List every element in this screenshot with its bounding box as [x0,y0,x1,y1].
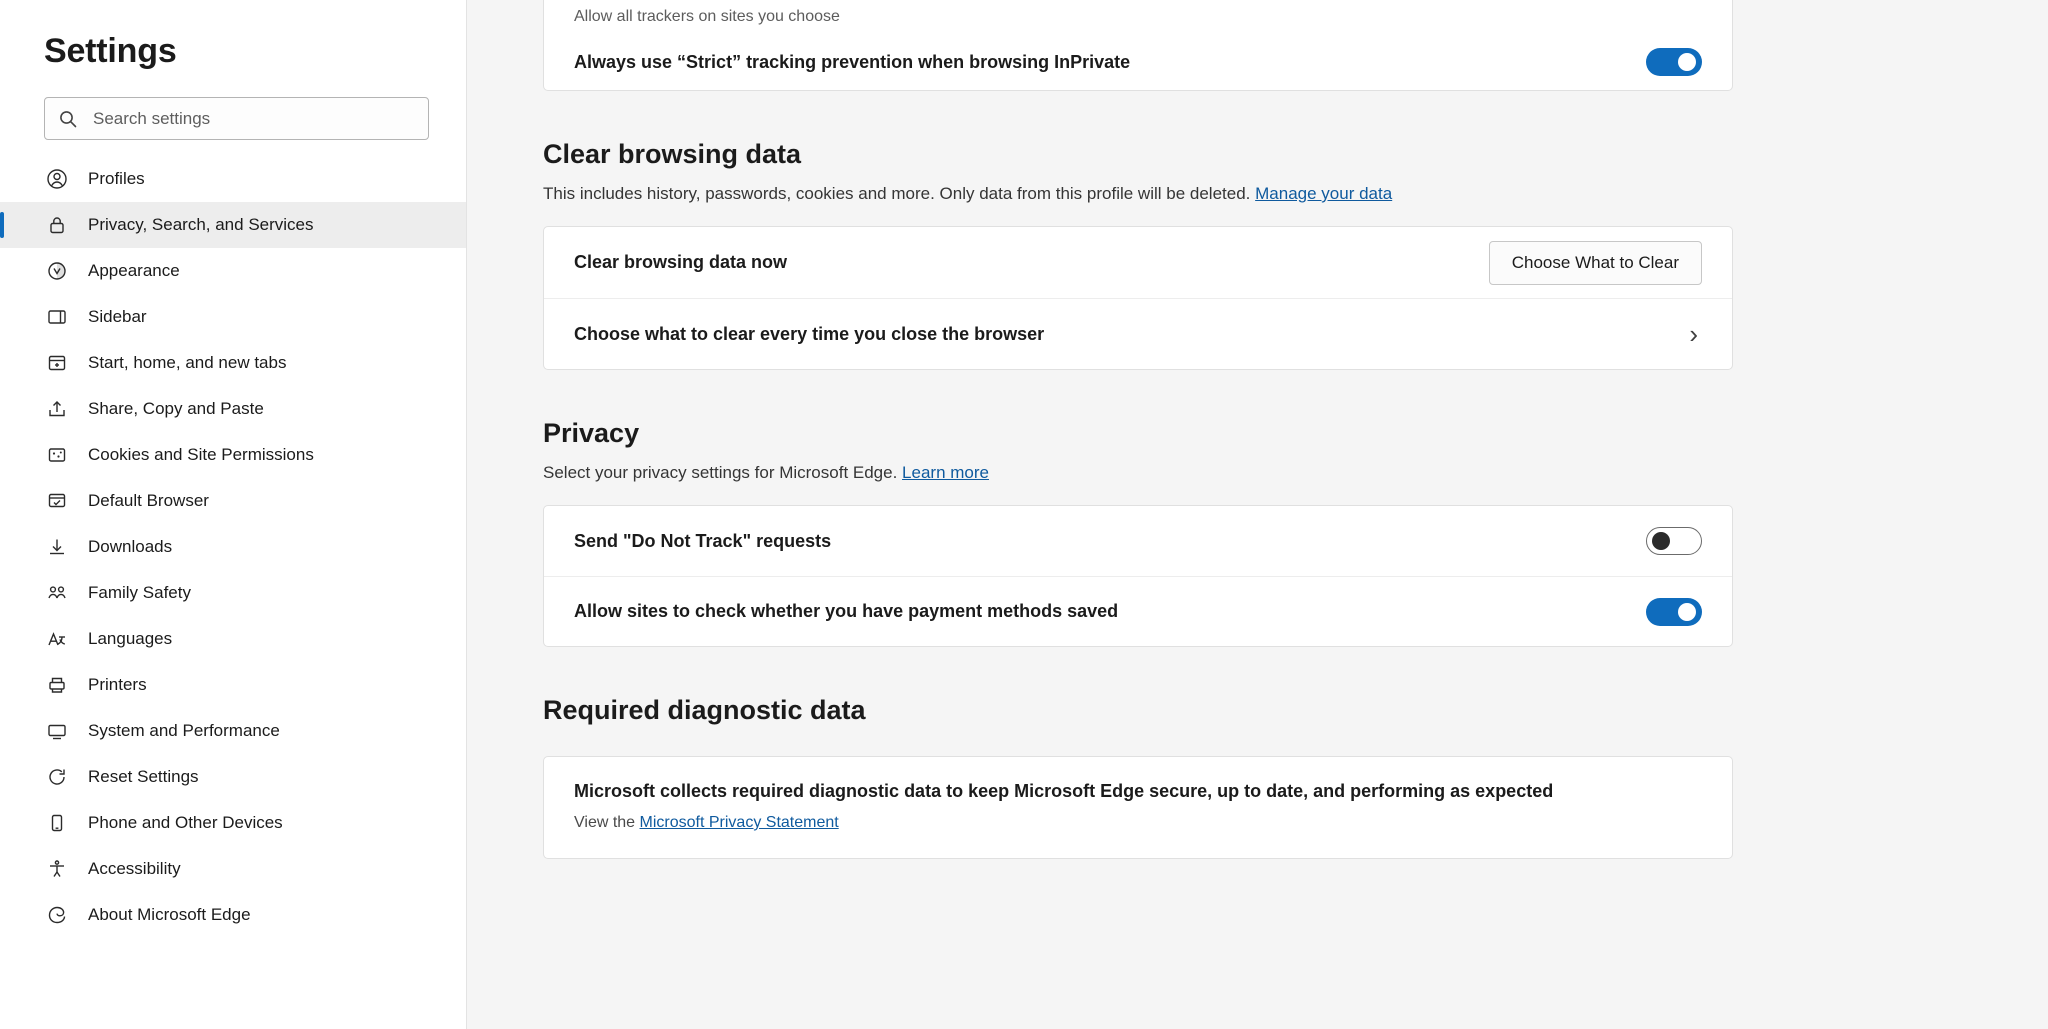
required-diagnostic-data-heading: Required diagnostic data [543,695,866,725]
inprivate-strict-label: Always use “Strict” tracking prevention when browsing InPrivate [574,51,1131,72]
privacy-card [543,505,1733,647]
sidebar-item-label: System and Performance [88,721,280,740]
search-icon [57,108,79,130]
tracking-prevention-card [543,0,1733,91]
search-settings-box[interactable] [44,97,429,140]
languages-icon [44,626,70,652]
tracking-partial-text-row [544,0,1732,34]
sidebar-item-family-safety[interactable] [0,570,466,616]
sidebar-item-label: Accessibility [88,859,181,878]
sidebar-item-label: Phone and Other Devices [88,813,283,832]
appearance-icon [44,258,70,284]
clear-browsing-data-now-label: Clear browsing data now [574,252,788,272]
sidebar-item-default-browser[interactable] [0,478,466,524]
share-icon [44,396,70,422]
sidebar-item-profiles[interactable] [0,156,466,202]
system-performance-icon [44,718,70,744]
settings-content [467,0,2048,1029]
sidebar-item-label: Profiles [88,169,145,188]
sidebar-item-label: Default Browser [88,491,209,510]
sidebar-item-label: Start, home, and new tabs [88,353,287,372]
diagnostic-subtext-prefix: View the [574,814,636,831]
clear-on-close-label: Choose what to clear every time you close the browser [574,323,1045,344]
sidebar-item-label: Appearance [88,261,180,280]
sidebar-item-label: Privacy, Search, and Services [88,215,314,234]
sidebar-item-cookies-site-permissions[interactable] [0,432,466,478]
clear-on-close-row[interactable] [544,298,1732,369]
download-icon [44,534,70,560]
default-browser-icon [44,488,70,514]
privacy-description [543,463,2048,483]
privacy-description-text: Select your privacy settings for Microsoft Edge. [543,463,898,482]
inprivate-strict-row [544,34,1732,90]
do-not-track-row [544,506,1732,576]
required-diagnostic-data-card [543,756,1733,859]
printer-icon [44,672,70,698]
clear-browsing-data-heading: Clear browsing data [543,139,802,169]
inprivate-strict-toggle[interactable] [1646,48,1702,76]
sidebar-item-label: Sidebar [88,307,147,326]
sidebar-item-label: Languages [88,629,173,648]
payment-methods-row [544,576,1732,646]
sidebar-item-about-microsoft-edge[interactable] [0,892,466,938]
clear-browsing-data-description-text: This includes history, passwords, cookies and more. Only data from this profile will be deleted. [543,184,1251,203]
sidebar-item-phone-other-devices[interactable] [0,800,466,846]
sidebar-item-reset-settings[interactable] [0,754,466,800]
payment-methods-toggle[interactable] [1646,598,1702,626]
sidebar-item-downloads[interactable] [0,524,466,570]
payment-methods-label: Allow sites to check whether you have payment methods saved [574,601,1119,621]
clear-browsing-data-description [543,184,2048,204]
toggle-knob [1678,53,1696,71]
manage-your-data-link[interactable]: Manage your data [1255,184,1393,203]
cookies-icon [44,442,70,468]
tracking-partial-text: Allow all trackers on sites you choose [574,8,840,25]
sidebar-item-label: Share, Copy and Paste [88,399,264,418]
profile-icon [44,166,70,192]
do-not-track-toggle[interactable] [1646,527,1702,555]
family-safety-icon [44,580,70,606]
sidebar-item-privacy-search-services[interactable] [0,202,466,248]
sidebar-item-share-copy-paste[interactable] [0,386,466,432]
sidebar-item-system-performance[interactable] [0,708,466,754]
sidebar-nav [0,156,466,938]
privacy-heading: Privacy [543,418,640,448]
sidebar-item-label: About Microsoft Edge [88,905,251,924]
privacy-learn-more-link[interactable]: Learn more [902,463,989,482]
sidebar [0,0,467,1029]
sidebar-item-accessibility[interactable] [0,846,466,892]
sidebar-item-label: Cookies and Site Permissions [88,445,314,464]
phone-icon [44,810,70,836]
chevron-right-icon: › [1689,319,1698,349]
start-home-icon [44,350,70,376]
diagnostic-title: Microsoft collects required diagnostic data to keep Microsoft Edge secure, up to date, and performing as expected [574,781,1554,801]
toggle-knob [1652,532,1670,550]
sidebar-item-sidebar[interactable] [0,294,466,340]
sidebar-item-label: Family Safety [88,583,191,602]
accessibility-icon [44,856,70,882]
sidebar-item-appearance[interactable] [0,248,466,294]
clear-browsing-data-now-row [544,227,1732,298]
sidebar-item-label: Downloads [88,537,173,556]
sidebar-item-start-home-new-tabs[interactable] [0,340,466,386]
sidebar-item-label: Printers [88,675,147,694]
reset-icon [44,764,70,790]
toggle-knob [1678,603,1696,621]
search-input[interactable] [93,109,416,129]
lock-icon [44,212,70,238]
clear-browsing-data-card [543,226,1733,370]
microsoft-privacy-statement-link[interactable]: Microsoft Privacy Statement [639,814,839,831]
sidebar-item-printers[interactable] [0,662,466,708]
sidebar-item-label: Reset Settings [88,767,199,786]
page-title: Settings [44,32,177,70]
diagnostic-subtext [574,814,1702,832]
edge-icon [44,902,70,928]
sidebar-icon [44,304,70,330]
choose-what-to-clear-button[interactable]: Choose What to Clear [1489,241,1702,285]
sidebar-item-languages[interactable] [0,616,466,662]
do-not-track-label: Send "Do Not Track" requests [574,530,832,551]
